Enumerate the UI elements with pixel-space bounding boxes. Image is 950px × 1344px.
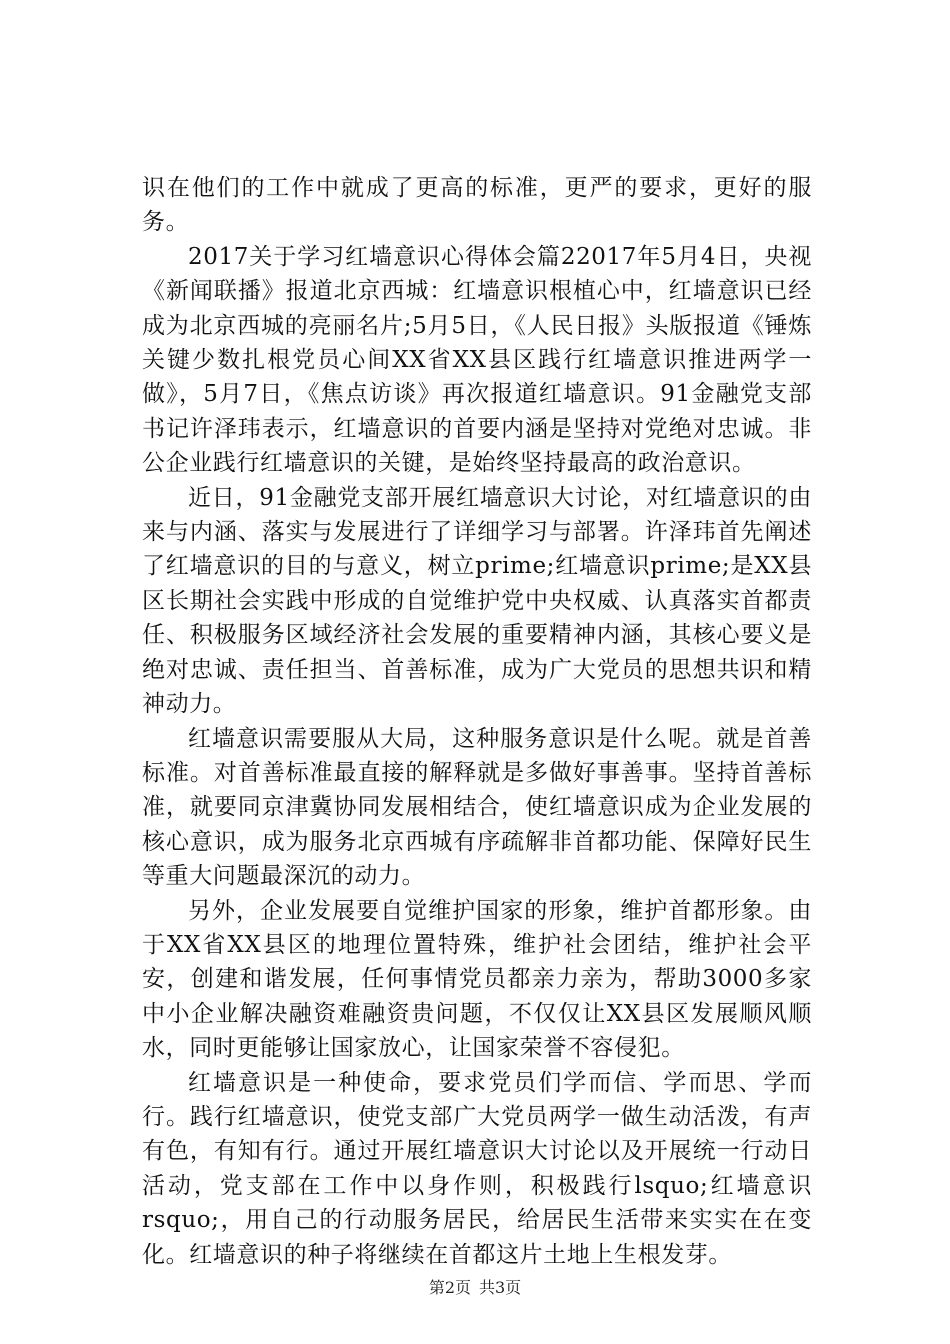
page-footer bbox=[0, 1278, 950, 1298]
paragraph: 红墙意识是一种使命，要求党员们学而信、学而思、学而行。践行红墙意识，使党支部广大党员两学一做生动活泼，有声有色，有知有行。通过开展红墙意识大讨论以及开展统一行动日活动，党支部在工作中以身作则，积极践行lsquo;红墙意识rsquo;，用自己的行动服务居民，给居民生活带来实实在在变化。红墙意识的种子将继续在首都这片土地上生根发芽。 bbox=[142, 1069, 812, 1268]
document-body bbox=[142, 171, 812, 1272]
paragraph-continuation: 识在他们的工作中就成了更高的标准，更严的要求，更好的服务。 bbox=[142, 175, 812, 236]
page-number: 第2页 bbox=[428, 1278, 471, 1297]
paragraph: 近日，91金融党支部开展红墙意识大讨论，对红墙意识的由来与内涵、落实与发展进行了详细学习与部署。许泽玮首先阐述了红墙意识的目的与意义，树立prime;红墙意识prime;是XX县区长期社会实践中形成的自觉维护党中央权威、认真落实首都责任、积极服务区域经济社会发展的重要精神内涵，其核心要义是绝对忠诚、责任担当、首善标准，成为广大党员的思想共识和精神动力。 bbox=[142, 484, 812, 718]
paragraph: 红墙意识需要服从大局，这种服务意识是什么呢。就是首善标准。对首善标准最直接的解释就是多做好事善事。坚持首善标准，就要同京津冀协同发展相结合，使红墙意识成为企业发展的核心意识，成为服务北京西城有序疏解非首都功能、保障好民生等重大问题最深沉的动力。 bbox=[142, 725, 812, 890]
page-total: 共3页 bbox=[479, 1278, 522, 1297]
paragraph: 2017关于学习红墙意识心得体会篇22017年5月4日，央视《新闻联播》报道北京西城：红墙意识根植心中，红墙意识已经成为北京西城的亮丽名片;5月5日，《人民日报》头版报道《锤炼关键少数扎根党员心间XX省XX县区践行红墙意识推进两学一做》，5月7日，《焦点访谈》再次报道红墙意识。91金融党支部书记许泽玮表示，红墙意识的首要内涵是坚持对党绝对忠诚。非公企业践行红墙意识的关键，是始终坚持最高的政治意识。 bbox=[142, 243, 812, 477]
paragraph: 另外，企业发展要自觉维护国家的形象，维护首都形象。由于XX省XX县区的地理位置特殊，维护社会团结，维护社会平安，创建和谐发展，任何事情党员都亲力亲为，帮助3000多家中小企业解决融资难融资贵问题，不仅仅让XX县区发展顺风顺水，同时更能够让国家放心，让国家荣誉不容侵犯。 bbox=[142, 897, 812, 1062]
